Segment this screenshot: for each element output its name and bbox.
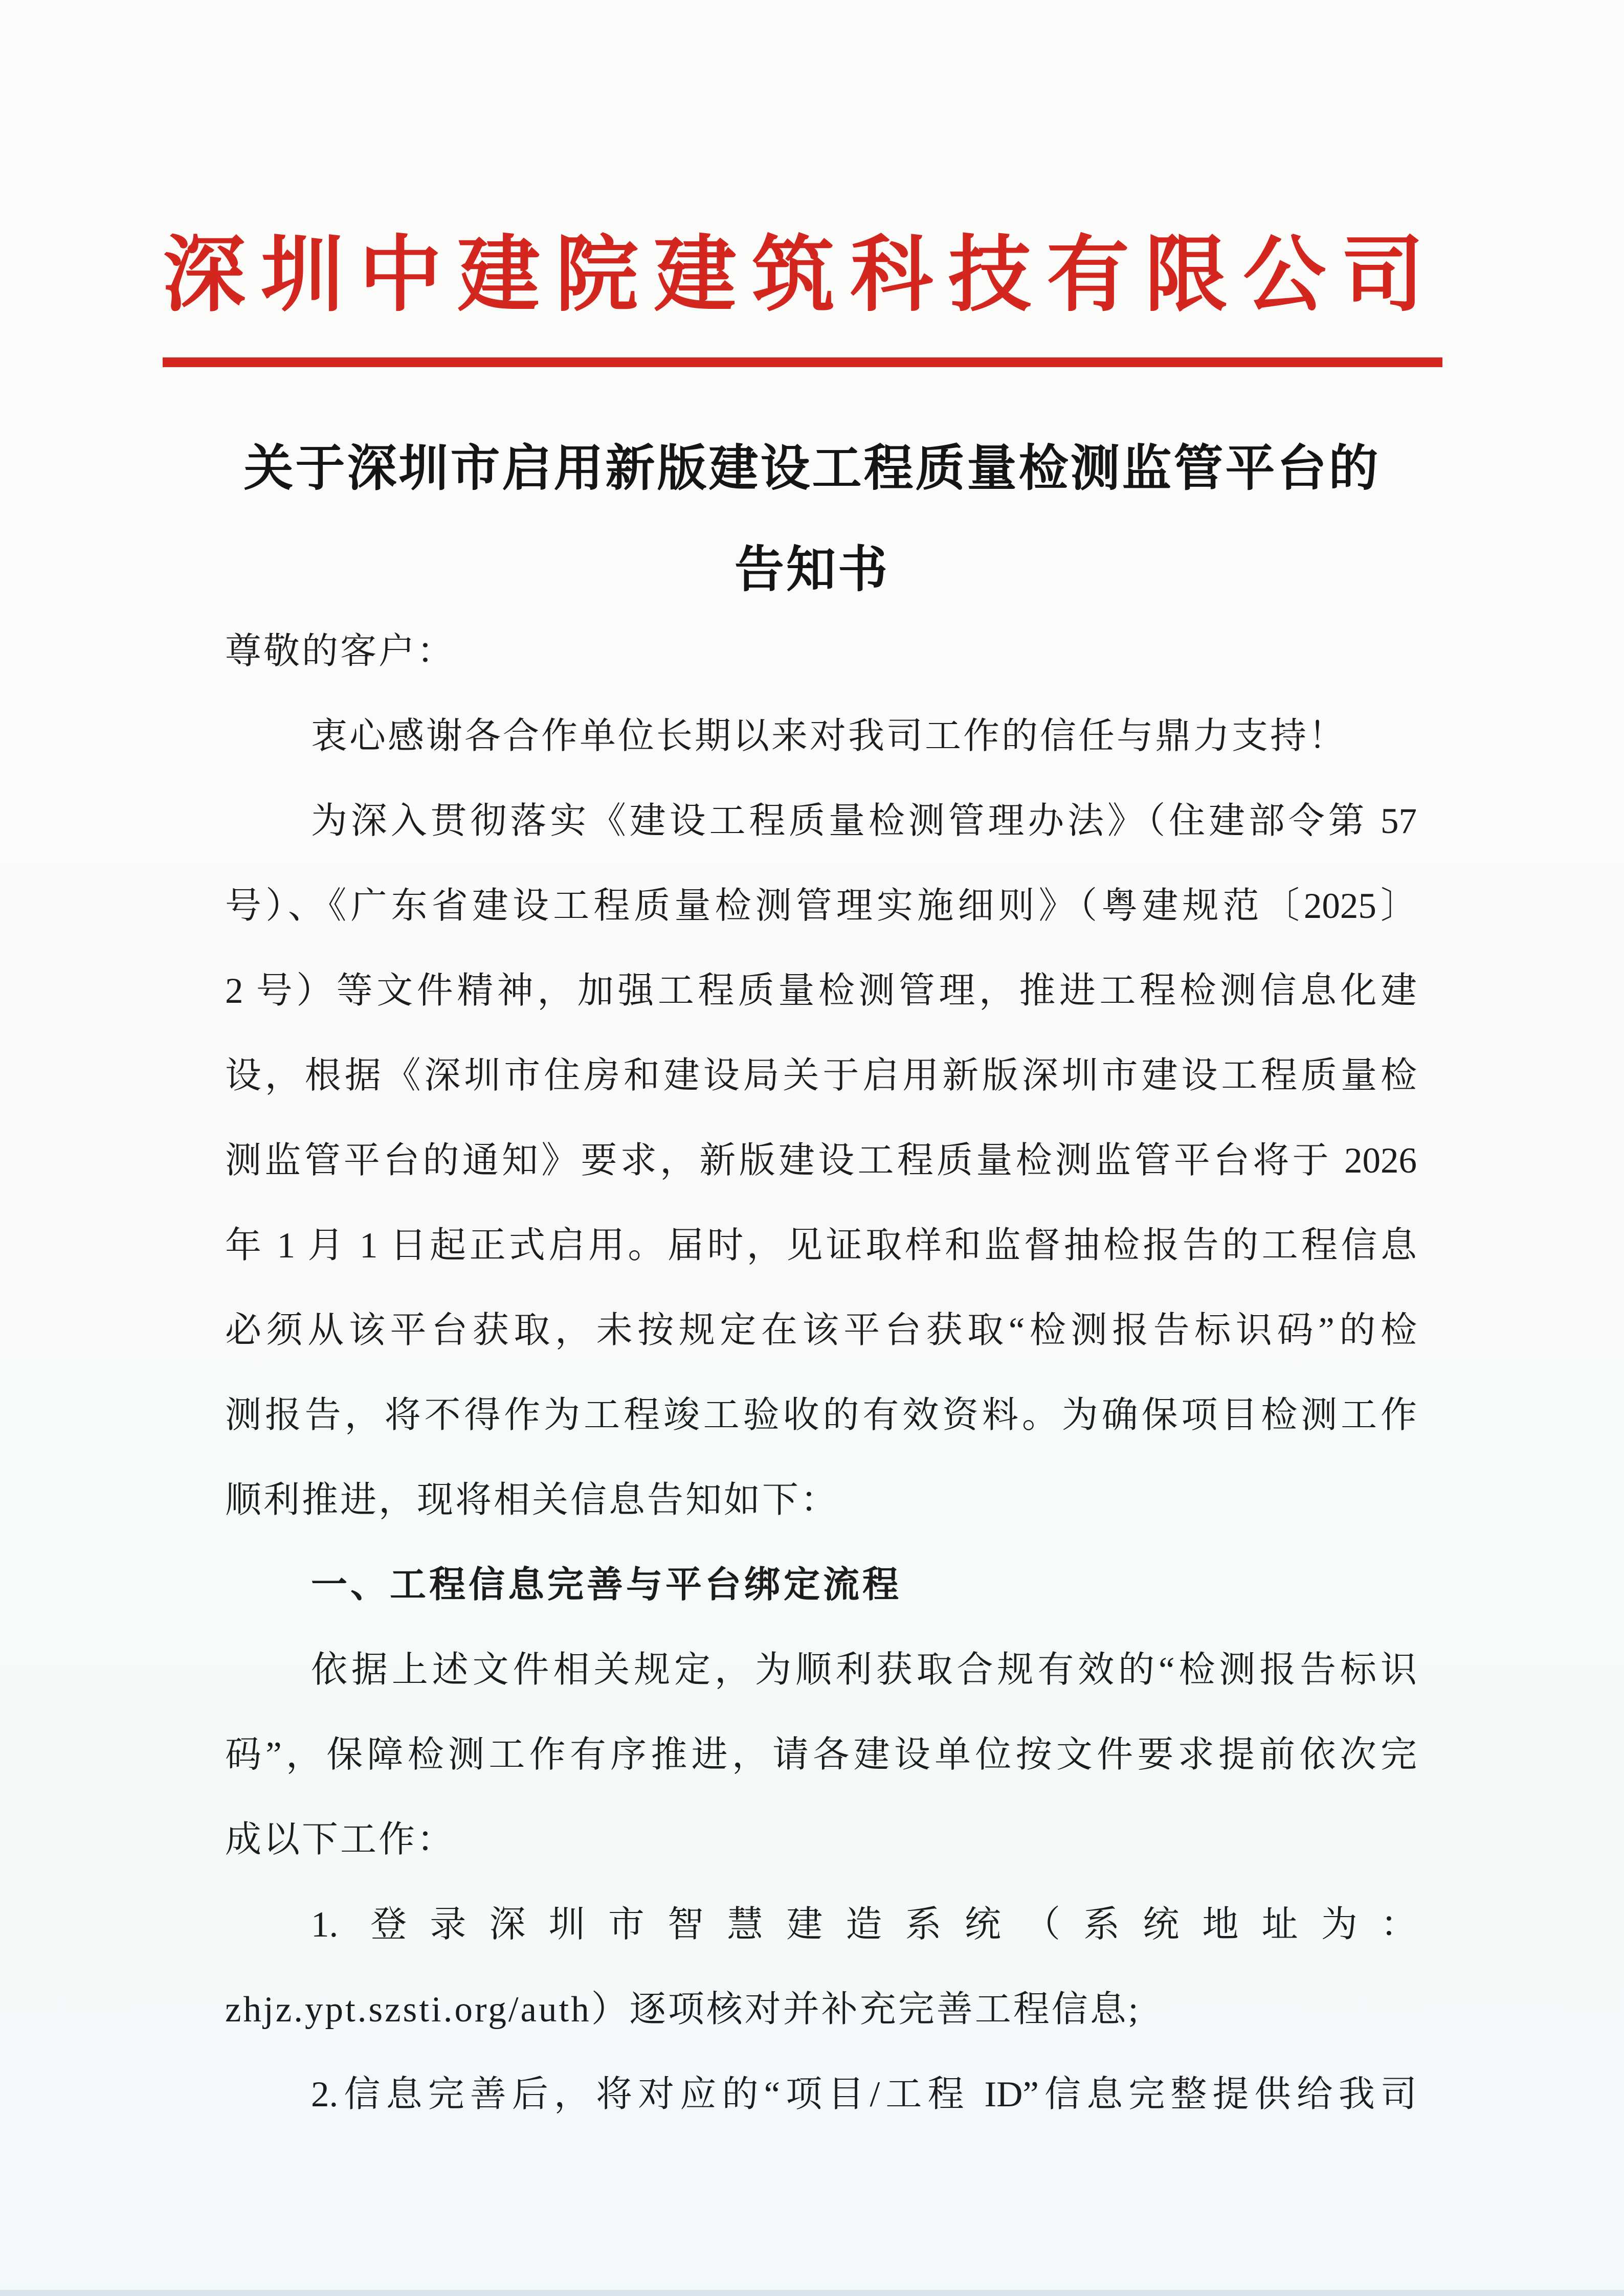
body-line: 号）、《广东省建设工程质量检测管理实施细则》（粤建规范〔2025〕	[225, 886, 1417, 926]
salutation-line: 尊敬的客户：	[225, 632, 456, 671]
letterhead-divider-rule	[163, 357, 1442, 367]
body-line: 衷心感谢各合作单位长期以来对我司工作的信任与鼎力支持！	[311, 716, 1347, 756]
company-letterhead: 深圳中建院建筑科技有限公司	[163, 230, 1439, 322]
numbered-step-line: 2.信息完善后，将对应的“项目/工程 ID”信息完整提供给我司	[311, 2075, 1417, 2114]
body-line: 必须从该平台获取，未按规定在该平台获取“检测报告标识码”的检	[225, 1311, 1417, 1350]
body-line: 测监管平台的通知》要求，新版建设工程质量检测监管平台将于 2026	[225, 1141, 1417, 1181]
body-line: 为深入贯彻落实《建设工程质量检测管理办法》（住建部令第 57	[311, 801, 1417, 841]
body-line: 测报告，将不得作为工程竣工验收的有效资料。为确保项目检测工作	[225, 1395, 1417, 1435]
document-title-line2: 告知书	[735, 543, 889, 597]
document-title	[179, 418, 1445, 621]
body-line: 码”，保障检测工作有序推进，请各建设单位按文件要求提前依次完	[225, 1735, 1417, 1775]
body-line: 成以下工作：	[225, 1820, 456, 1860]
system-url-line: zhjz.ypt.szsti.org/auth）逐项核对并补充完善工程信息;	[225, 1990, 1141, 2030]
document-title-line1: 关于深圳市启用新版建设工程质量检测监管平台的	[243, 441, 1381, 496]
body-line: 顺利推进，现将相关信息告知如下：	[225, 1480, 839, 1520]
body-line: 年 1 月 1 日起正式启用。届时，见证取样和监督抽检报告的工程信息	[225, 1226, 1417, 1266]
section-heading: 一、工程信息完善与平台绑定流程	[311, 1565, 902, 1605]
body-line: 2 号）等文件精神，加强工程质量检测管理，推进工程检测信息化建	[225, 971, 1417, 1011]
body-line: 依据上述文件相关规定，为顺利获取合规有效的“检测报告标识	[311, 1650, 1417, 1690]
numbered-step-line: 1. 登录深圳市智慧建造系统（系统地址为：	[311, 1905, 1417, 1945]
scan-edge-shadow	[0, 2290, 1624, 2296]
body-line: 设，根据《深圳市住房和建设局关于启用新版深圳市建设工程质量检	[225, 1056, 1417, 1096]
